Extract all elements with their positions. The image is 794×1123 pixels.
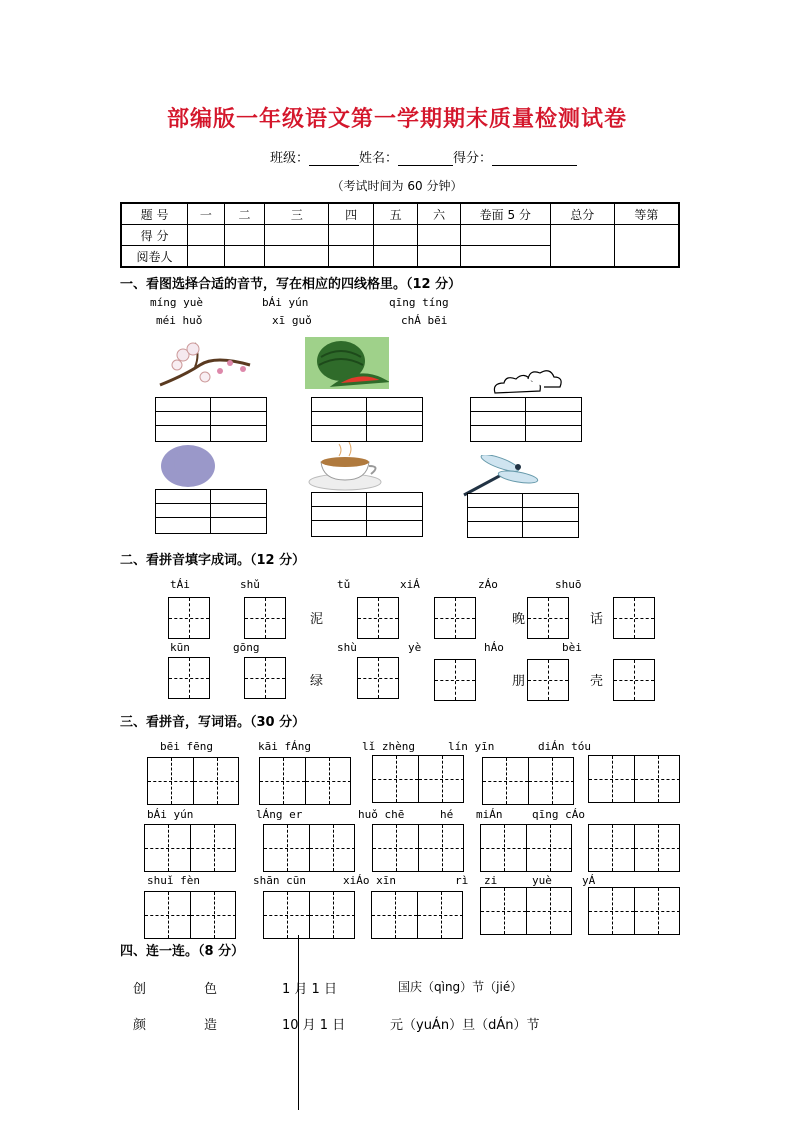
s3-pinyin: lǐ zhèng xyxy=(362,740,415,753)
s2-pinyin: yè xyxy=(408,641,422,654)
s3-pinyin: yuè xyxy=(532,874,552,887)
total-cell[interactable] xyxy=(550,225,614,268)
section1-pinyin-2: bÁi yún xyxy=(262,296,309,309)
tianzige-box[interactable] xyxy=(357,597,399,639)
four-line-grid[interactable] xyxy=(311,492,423,537)
four-line-grid[interactable] xyxy=(155,397,267,442)
four-line-grid[interactable] xyxy=(311,397,423,442)
s3-pinyin: rì xyxy=(455,874,469,887)
tianzige-box[interactable] xyxy=(527,659,569,701)
hdr-grade: 等第 xyxy=(614,203,679,225)
s2-char: 绿 xyxy=(310,674,324,689)
s3-pinyin: lÁng er xyxy=(256,808,303,821)
s3-pinyin: xiÁo xīn xyxy=(343,874,396,887)
hdr-2: 二 xyxy=(224,203,265,225)
s2-pinyin: kūn xyxy=(170,641,190,654)
score-row xyxy=(121,225,679,246)
s3-pinyin: huǒ chē xyxy=(358,808,405,821)
s3-pinyin: diÁn tóu xyxy=(538,740,591,753)
hdr-1: 一 xyxy=(188,203,225,225)
s2-char: 朋 xyxy=(512,674,526,689)
score-cell[interactable] xyxy=(329,225,373,246)
tea-cup-image xyxy=(305,440,385,492)
section1-pinyin-4: méi huǒ xyxy=(156,314,203,327)
word-grid[interactable] xyxy=(588,755,680,803)
match-char[interactable]: 色 xyxy=(204,982,218,997)
word-grid[interactable] xyxy=(371,891,463,939)
s3-pinyin: bÁi yún xyxy=(147,808,194,821)
section3-title: 三、看拼音，写词语。（30 分） xyxy=(120,715,306,730)
score-cell[interactable] xyxy=(460,225,550,246)
word-grid[interactable] xyxy=(482,757,574,805)
s2-pinyin: shuō xyxy=(555,578,582,591)
score-blank[interactable] xyxy=(492,152,577,166)
s3-pinyin: qīng cÁo xyxy=(532,808,585,821)
reviewer-cell[interactable] xyxy=(265,246,329,268)
exam-title: 部编版一年级语文第一学期期末质量检测试卷 xyxy=(166,106,627,132)
match-date[interactable]: 10 月 1 日 xyxy=(282,1018,346,1033)
s2-char: 话 xyxy=(590,612,604,627)
class-blank[interactable] xyxy=(309,152,359,166)
clouds-image xyxy=(490,365,565,397)
word-grid[interactable] xyxy=(588,887,680,935)
section1-pinyin-5: xī guǒ xyxy=(272,314,312,327)
hdr-label: 题 号 xyxy=(121,203,188,225)
tianzige-box[interactable] xyxy=(357,657,399,699)
four-line-grid[interactable] xyxy=(467,493,579,538)
section1-pinyin-3: qīng tíng xyxy=(389,296,449,309)
s2-char: 泥 xyxy=(310,612,324,627)
tianzige-box[interactable] xyxy=(613,659,655,701)
score-cell[interactable] xyxy=(188,225,225,246)
tianzige-box[interactable] xyxy=(434,659,476,701)
s2-pinyin: hÁo xyxy=(484,641,504,654)
reviewer-row-label: 阅卷人 xyxy=(121,246,188,268)
section4-title: 四、连一连。（8 分） xyxy=(120,944,245,959)
match-date[interactable]: 1 月 1 日 xyxy=(282,982,337,997)
tianzige-box[interactable] xyxy=(244,597,286,639)
s3-pinyin: shuǐ fèn xyxy=(147,874,200,887)
hdr-paper: 卷面 5 分 xyxy=(460,203,550,225)
score-cell[interactable] xyxy=(265,225,329,246)
s2-char: 壳 xyxy=(590,674,604,689)
section1-pinyin-6: chÁ bēi xyxy=(401,314,448,327)
score-cell[interactable] xyxy=(373,225,417,246)
s3-pinyin: shān cūn xyxy=(253,874,306,887)
watermelon-image xyxy=(305,337,389,389)
hdr-5: 五 xyxy=(373,203,417,225)
match-char[interactable]: 颜 xyxy=(133,1018,147,1033)
s3-pinyin: yÁ xyxy=(582,874,596,887)
tianzige-box[interactable] xyxy=(168,657,210,699)
section2-title: 二、看拼音填字成词。（12 分） xyxy=(120,553,306,568)
word-grid[interactable] xyxy=(372,824,464,872)
reviewer-cell[interactable] xyxy=(224,246,265,268)
section1-pinyin-1: míng yuè xyxy=(150,296,203,309)
score-cell[interactable] xyxy=(224,225,265,246)
score-header-row xyxy=(121,203,679,225)
name-label: 姓名： xyxy=(359,151,399,166)
reviewer-cell[interactable] xyxy=(188,246,225,268)
s3-pinyin: miÁn xyxy=(476,808,503,821)
moon-image xyxy=(160,444,216,488)
s2-pinyin: bèi xyxy=(562,641,582,654)
name-blank[interactable] xyxy=(398,152,453,166)
s3-pinyin: kāi fÁng xyxy=(258,740,311,753)
word-grid[interactable] xyxy=(480,887,572,935)
reviewer-cell[interactable] xyxy=(373,246,417,268)
s3-pinyin: lín yīn xyxy=(448,740,495,753)
match-char[interactable]: 造 xyxy=(204,1018,218,1033)
s3-pinyin: bēi fēng xyxy=(160,740,213,753)
hdr-6: 六 xyxy=(418,203,461,225)
student-info xyxy=(270,147,577,166)
dragonfly-image xyxy=(460,455,540,497)
word-grid[interactable] xyxy=(144,891,236,939)
word-grid[interactable] xyxy=(263,824,355,872)
hdr-3: 三 xyxy=(265,203,329,225)
s2-pinyin: tǔ xyxy=(337,578,351,591)
reviewer-cell[interactable] xyxy=(418,246,461,268)
s2-pinyin: tÁi xyxy=(170,578,190,591)
s2-pinyin: xiÁ xyxy=(400,578,420,591)
s2-pinyin: gōng xyxy=(233,641,260,654)
match-char[interactable]: 创 xyxy=(133,982,147,997)
section1-title: 一、看图选择合适的音节，写在相应的四线格里。（12 分） xyxy=(120,277,462,292)
word-grid[interactable] xyxy=(259,757,351,805)
word-grid[interactable] xyxy=(263,891,355,939)
s2-pinyin: zÁo xyxy=(478,578,498,591)
s2-pinyin: shǔ xyxy=(240,578,260,591)
s3-pinyin: hé xyxy=(440,808,454,821)
s2-char: 晚 xyxy=(512,612,526,627)
tianzige-box[interactable] xyxy=(613,597,655,639)
four-line-grid[interactable] xyxy=(470,397,582,442)
four-line-grid[interactable] xyxy=(155,489,267,534)
word-grid[interactable] xyxy=(147,757,239,805)
score-cell[interactable] xyxy=(418,225,461,246)
tianzige-box[interactable] xyxy=(244,657,286,699)
plum-blossom-image xyxy=(155,335,255,390)
hdr-4: 四 xyxy=(329,203,373,225)
s3-pinyin: zi xyxy=(484,874,498,887)
word-grid[interactable] xyxy=(588,824,680,872)
tianzige-box[interactable] xyxy=(434,597,476,639)
score-label: 得分： xyxy=(453,151,493,166)
match-holiday[interactable]: 国庆（qìng）节（jié） xyxy=(398,980,523,994)
class-label: 班级： xyxy=(270,151,310,166)
time-note: （考试时间为 60 分钟） xyxy=(331,179,463,193)
match-holiday[interactable]: 元（yuÁn）旦（dÁn）节 xyxy=(390,1018,540,1033)
reviewer-cell[interactable] xyxy=(460,246,550,268)
word-grid[interactable] xyxy=(144,824,236,872)
tianzige-box[interactable] xyxy=(168,597,210,639)
word-grid[interactable] xyxy=(372,755,464,803)
score-table xyxy=(120,202,680,268)
tianzige-box[interactable] xyxy=(527,597,569,639)
score-row-label: 得 分 xyxy=(121,225,188,246)
reviewer-cell[interactable] xyxy=(329,246,373,268)
word-grid[interactable] xyxy=(480,824,572,872)
hdr-total: 总分 xyxy=(550,203,614,225)
grade-cell[interactable] xyxy=(614,225,679,268)
s2-pinyin: shù xyxy=(337,641,357,654)
